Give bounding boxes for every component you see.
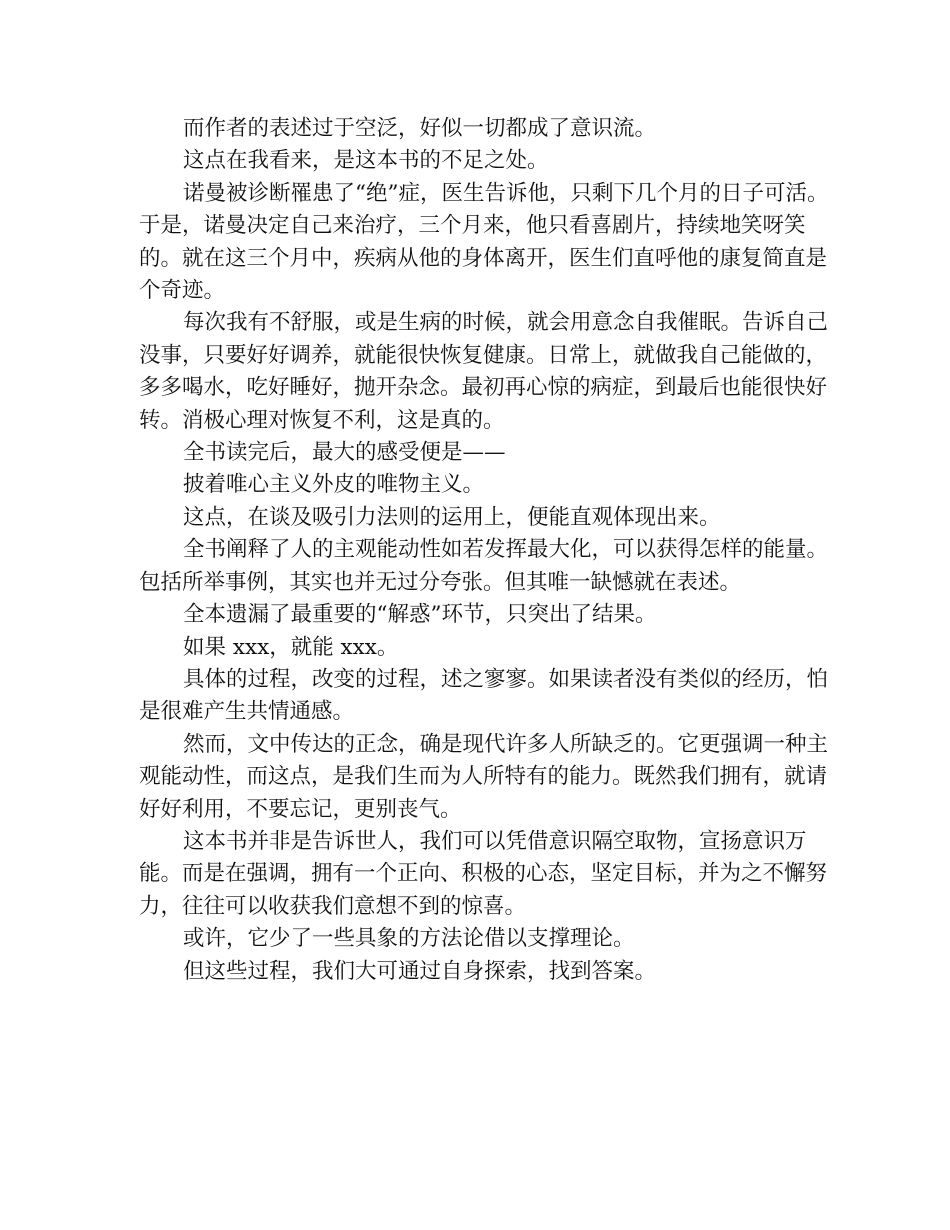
paragraph: 全书阐释了人的主观能动性如若发挥最大化，可以获得怎样的能量。包括所举事例，其实也并无过分夸张。但其唯一缺憾就在表述。 [139, 537, 829, 595]
document-body [139, 113, 829, 988]
paragraph: 这本书并非是告诉世人，我们可以凭借意识隔空取物，宣扬意识万能。而是在强调，拥有一个正向、积极的心态，坚定目标，并为之不懈努力，往往可以收获我们意想不到的惊喜。 [139, 828, 828, 919]
paragraph: 具体的过程，改变的过程，述之寥寥。如果读者没有类似的经历，怕是很难产生共情通感。 [139, 666, 829, 725]
paragraph: 然而，文中传达的正念，确是现代许多人所缺乏的。它更强调一种主观能动性，而这点，是我们生而为人所特有的能力。既然我们拥有，就请好好利用，不要忘记，更别丧气。 [139, 731, 829, 822]
paragraph: 这点在我看来，是这本书的不足之处。 [183, 148, 549, 174]
paragraph: 而作者的表述过于空泛，好似一切都成了意识流。 [183, 116, 657, 141]
paragraph: 每次我有不舒服，或是生病的时候，就会用意念自我催眠。告诉自己没事，只要好好调养，就能很快恢复健康。日常上，就做我自己能做的，多多喝水，吃好睡好，抛开杂念。最初再心惊的病症，到最后也能很快好转。消极心理对恢复不利，这是真的。 [139, 310, 829, 433]
paragraph: 全本遗漏了最重要的“解惑”环节，只突出了结果。 [183, 602, 657, 628]
paragraph: 如果 xxx，就能 xxx。 [183, 634, 399, 660]
paragraph: 这点，在谈及吸引力法则的运用上，便能直观体现出来。 [183, 504, 721, 530]
paragraph: 或许，它少了一些具象的方法论借以支撑理论。 [183, 926, 635, 952]
paragraph: 全书读完后，最大的感受便是—— [183, 440, 506, 466]
paragraph: 诺曼被诊断罹患了“绝”症，医生告诉他，只剩下几个月的日子可活。于是，诺曼决定自己来治疗，三个月来，他只看喜剧片，持续地笑呀笑的。就在这三个月中，疾病从他的身体离开，医生们直呼他的康复简直是个奇迹。 [139, 180, 829, 304]
paragraph: 但这些过程，我们大可通过自身探索，找到答案。 [183, 958, 657, 984]
paragraph: 披着唯心主义外皮的唯物主义。 [183, 472, 485, 498]
